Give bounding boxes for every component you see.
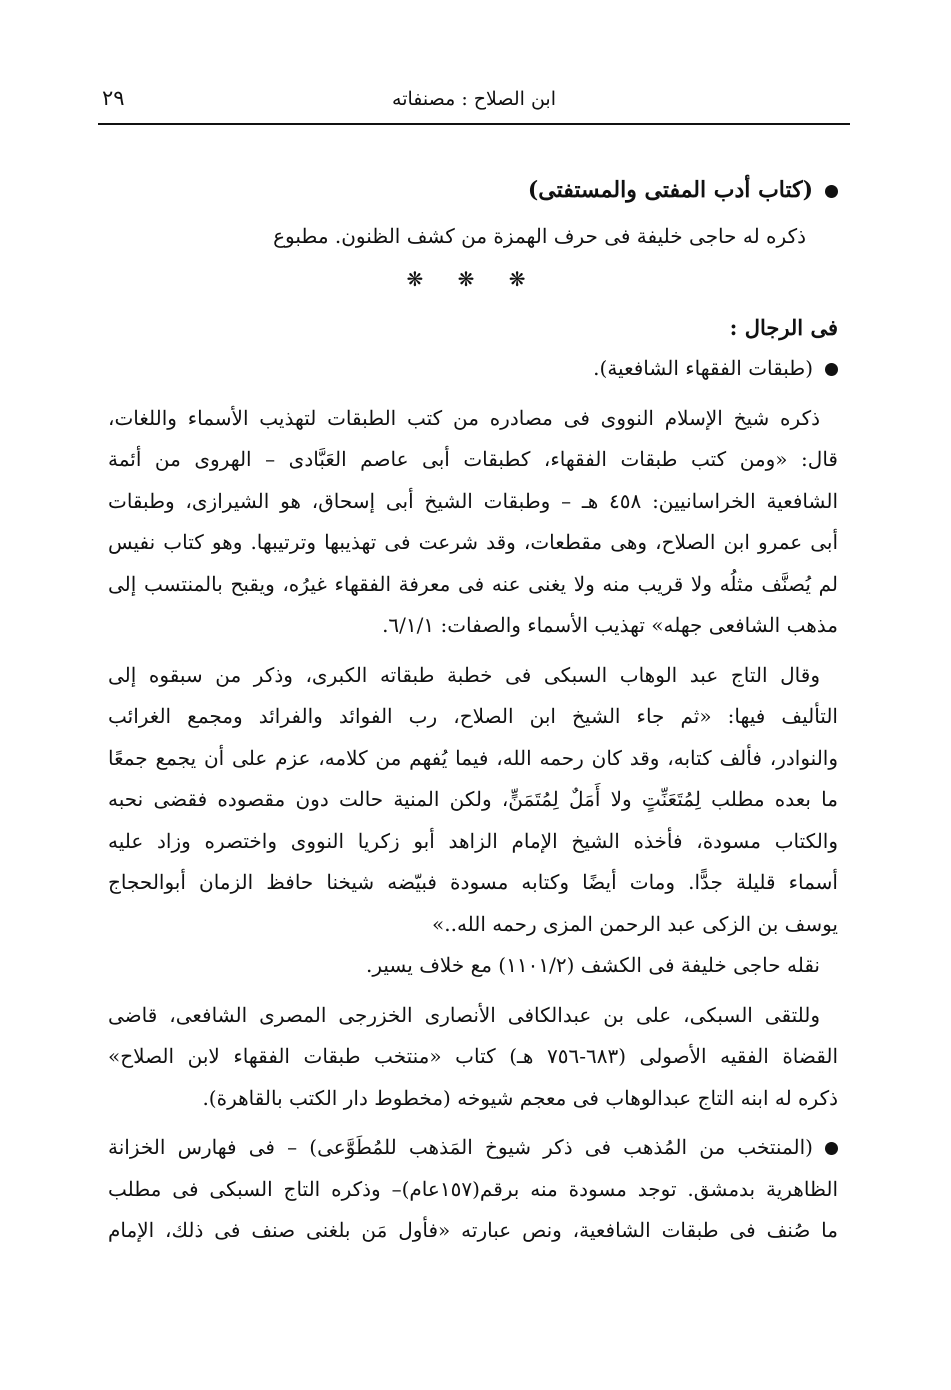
text-line: أبى عمرو ابن الصلاح، وهى مقطعات، وقد شرعت فى تهذيبها وترتيبها. وهو كتاب نفيس bbox=[108, 530, 838, 554]
header-rule bbox=[98, 123, 850, 125]
text-line: وللتقى السبكى، على بن عبدالكافى الأنصارى الخزرجى المصرى الشافعى، قاضى bbox=[108, 1002, 820, 1027]
text-line bbox=[108, 1127, 838, 1169]
page-number: ٢٩ bbox=[102, 86, 125, 110]
text-line: القضاة الفقيه الأصولى (٦٨٣-٧٥٦ هـ) كتاب «منتخب طبقات الفقهاء لابن الصلاح» bbox=[108, 1044, 838, 1068]
section-separator: ❋ ❋ ❋ bbox=[406, 267, 540, 291]
bullet-icon bbox=[825, 185, 838, 198]
paragraph-muntakhab bbox=[108, 1127, 838, 1252]
entry-title: (طبقات الفقهاء الشافعية). bbox=[593, 356, 813, 380]
text-line: ذكره شيخ الإسلام النووى فى مصادره من كتب الطبقات لتهذيب الأسماء واللغات، bbox=[108, 405, 820, 430]
entry-text: ذكره له حاجى خليفة فى حرف الهمزة من كشف الظنون. مطبوع bbox=[273, 223, 806, 248]
entry-heading-tabaqat bbox=[108, 348, 838, 390]
text-line: والكتاب مسودة، فأخذه الشيخ الإمام الزاهد أبو زكريا النووى واختصره وزاد عليه bbox=[108, 828, 838, 853]
text-line: الشافعية الخراسانيين: ٤٥٨ هـ – وطبقات الشيخ أبى إسحاق، هو الشيرازى، وطبقات bbox=[108, 488, 838, 513]
entry-heading-adab-al-mufti bbox=[108, 170, 838, 212]
page-body bbox=[108, 170, 838, 1252]
text-line: التأليف فيها: «ثم جاء الشيخ ابن الصلاح، رب الفوائد والفرائد ومجمع الغرائب bbox=[108, 704, 838, 728]
text-line: مذهب الشافعى جهله» تهذيب الأسماء والصفات: ٦/١/١. bbox=[382, 613, 838, 637]
text-line: الظاهرية بدمشق. توجد مسودة منه برقم(١٥٧عام)– وذكره التاج السبكى فى مطلب bbox=[108, 1176, 838, 1201]
bullet-icon bbox=[825, 363, 838, 376]
running-title: ابن الصلاح : مصنفاته bbox=[392, 88, 556, 110]
text-line: يوسف بن الزكى عبد الرحمن المزى رحمه الله..» bbox=[432, 911, 838, 936]
paragraph-taqi-subki bbox=[108, 995, 838, 1120]
paragraph-hajji-khalifa: نقله حاجى خليفة فى الكشف (١١٠١/٢) مع خلاف يسير. bbox=[366, 953, 820, 977]
text-line: ما صُنف فى طبقات الشافعية، ونص عبارته «فأول مَن بلغنى صنف فى ذلك، الإمام bbox=[108, 1218, 838, 1242]
text-line: وقال التاج عبد الوهاب السبكى فى خطبة طبقاته الكبرى، وذكر من سبقوه إلى bbox=[108, 662, 820, 687]
text-line: لم يُصنَّف مثلُه ولا قريب منه ولا يغنى عنه فى معرفة الفقهاء غيرُه، ويقبح بالمنتسب إلى bbox=[108, 571, 838, 596]
text-line-content: (المنتخب من المُذهب فى ذكر شيوخ المَذهب للمُطَوَّعى) – فى فهارس الخزانة bbox=[108, 1135, 813, 1159]
text-line: أسماء قليلة جدًّا. ومات أيضًا وكتابه مسودة فبيّضه شيخنا حافظ الزمان أبوالحجاج bbox=[108, 870, 838, 894]
paragraph-subki bbox=[108, 655, 838, 946]
text-line: قال: «ومن كتب طبقات الفقهاء، كطبقات أبى عاصم العَبَّادى – الهروى من أئمة bbox=[108, 447, 838, 471]
paragraph-nawawi bbox=[108, 398, 838, 647]
page-header bbox=[98, 84, 850, 120]
text-line: ما بعده مطلب لِمُتَعَنِّتٍ ولا أَمَلٌ لِمُتَمَنٍّ، ولكن المنية حالت دون مقصوده فقضى نحبه bbox=[108, 787, 838, 811]
bullet-icon bbox=[825, 1142, 838, 1155]
entry-title: (كتاب أدب المفتى والمستفتى) bbox=[527, 177, 813, 203]
text-line: ذكره له ابنه التاج عبدالوهاب فى معجم شيوخه (مخطوط دار الكتب بالقاهرة). bbox=[202, 1085, 838, 1110]
section-label: فى الرجال : bbox=[729, 314, 838, 340]
text-line: والنوادر، فألف كتابه، وقد كان رحمه الله، فيما يُفهم من كلامه، عزم على أن يجمع جمعًا bbox=[108, 745, 838, 770]
